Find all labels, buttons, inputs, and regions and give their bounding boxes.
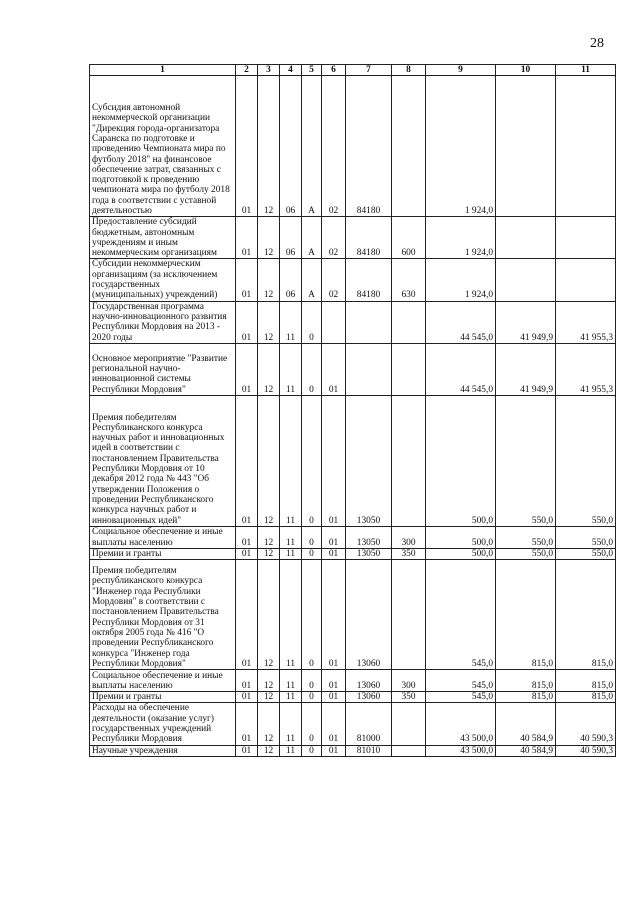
cell-c5: 0 <box>302 670 322 692</box>
cell-c7: 13050 <box>346 526 392 548</box>
cell-c5: 0 <box>302 395 322 526</box>
cell-c9: 1 924,0 <box>426 217 496 259</box>
row-name: Премия победителям республиканского конкурса "Инженер года Республики Мордовия" в соответствии с постановлением Правительства Республики Мордовия от 31 октября 2005 года № 416 "О проведении Республиканского конкурса "Инженер года Республики Мордовия" <box>90 560 236 670</box>
cell-c6: 02 <box>322 259 346 301</box>
table-row <box>90 301 616 343</box>
cell-c9: 500,0 <box>426 526 496 548</box>
cell-c6: 01 <box>322 692 346 703</box>
cell-c11: 550,0 <box>556 395 616 526</box>
table-body <box>90 76 616 757</box>
cell-c2: 01 <box>236 76 258 217</box>
cell-c3: 12 <box>258 745 280 756</box>
cell-c3: 12 <box>258 217 280 259</box>
row-name: Научные учреждения <box>90 745 236 756</box>
cell-c2: 01 <box>236 217 258 259</box>
cell-c9: 43 500,0 <box>426 703 496 745</box>
cell-c8: 300 <box>392 670 426 692</box>
cell-c4: 11 <box>280 301 302 343</box>
cell-c9: 545,0 <box>426 560 496 670</box>
cell-c5: 0 <box>302 343 322 395</box>
cell-c5: А <box>302 76 322 217</box>
table-row <box>90 76 616 217</box>
cell-c10: 815,0 <box>496 560 556 670</box>
cell-c11: 40 590,3 <box>556 745 616 756</box>
cell-c3: 12 <box>258 548 280 559</box>
cell-c8: 350 <box>392 692 426 703</box>
cell-c5: А <box>302 217 322 259</box>
header-cell: 7 <box>346 65 392 76</box>
header-cell: 5 <box>302 65 322 76</box>
table-row <box>90 703 616 745</box>
row-name: Основное мероприятие "Развитие региональной научно-инновационной системы Республики Мордовия" <box>90 343 236 395</box>
cell-c3: 12 <box>258 259 280 301</box>
cell-c2: 01 <box>236 259 258 301</box>
cell-c10: 550,0 <box>496 548 556 559</box>
row-name: Государственная программа научно-инновационного развития Республики Мордовия на 2013 - 2020 годы <box>90 301 236 343</box>
cell-c8 <box>392 343 426 395</box>
row-name: Расходы на обеспечение деятельности (оказание услуг) государственных учреждений Республики Мордовия <box>90 703 236 745</box>
cell-c9: 545,0 <box>426 692 496 703</box>
cell-c7: 81010 <box>346 745 392 756</box>
cell-c3: 12 <box>258 76 280 217</box>
cell-c4: 11 <box>280 745 302 756</box>
cell-c10: 40 584,9 <box>496 703 556 745</box>
header-cell: 4 <box>280 65 302 76</box>
cell-c10: 815,0 <box>496 692 556 703</box>
cell-c9: 1 924,0 <box>426 259 496 301</box>
header-cell: 6 <box>322 65 346 76</box>
cell-c4: 06 <box>280 76 302 217</box>
cell-c4: 06 <box>280 217 302 259</box>
cell-c10: 41 949,9 <box>496 343 556 395</box>
table-row <box>90 395 616 526</box>
cell-c5: 0 <box>302 301 322 343</box>
cell-c3: 12 <box>258 526 280 548</box>
row-name: Субсидии некоммерческим организациям (за исключением государственных (муниципальных) учреждений) <box>90 259 236 301</box>
row-name: Предоставление субсидий бюджетным, автономным учреждениям и иным некоммерческим организациям <box>90 217 236 259</box>
cell-c7: 84180 <box>346 259 392 301</box>
cell-c10: 40 584,9 <box>496 745 556 756</box>
cell-c8: 630 <box>392 259 426 301</box>
cell-c9: 545,0 <box>426 670 496 692</box>
cell-c4: 11 <box>280 692 302 703</box>
cell-c11 <box>556 259 616 301</box>
header-cell: 11 <box>556 65 616 76</box>
row-name: Социальное обеспечение и иные выплаты населению <box>90 670 236 692</box>
table-row <box>90 343 616 395</box>
cell-c9: 1 924,0 <box>426 76 496 217</box>
cell-c8: 350 <box>392 548 426 559</box>
cell-c4: 11 <box>280 548 302 559</box>
cell-c6 <box>322 301 346 343</box>
row-name: Премия победителям Республиканского конкурса научных работ и инновационных идей в соответствии с постановлением Правительства Республики Мордовия от 10 декабря 2012 года № 443 "Об утверждении Положения о проведении Республиканского конкурса научных работ и инновационных идей" <box>90 395 236 526</box>
table-row <box>90 259 616 301</box>
header-cell: 2 <box>236 65 258 76</box>
cell-c4: 11 <box>280 560 302 670</box>
cell-c3: 12 <box>258 703 280 745</box>
cell-c11: 550,0 <box>556 548 616 559</box>
cell-c2: 01 <box>236 703 258 745</box>
cell-c2: 01 <box>236 670 258 692</box>
cell-c6: 01 <box>322 703 346 745</box>
cell-c11 <box>556 217 616 259</box>
cell-c7: 84180 <box>346 217 392 259</box>
cell-c4: 11 <box>280 343 302 395</box>
cell-c9: 43 500,0 <box>426 745 496 756</box>
cell-c2: 01 <box>236 343 258 395</box>
cell-c6: 01 <box>322 526 346 548</box>
table-row <box>90 670 616 692</box>
cell-c7: 13060 <box>346 670 392 692</box>
cell-c7 <box>346 343 392 395</box>
cell-c4: 11 <box>280 526 302 548</box>
cell-c5: А <box>302 259 322 301</box>
cell-c5: 0 <box>302 526 322 548</box>
cell-c6: 01 <box>322 343 346 395</box>
cell-c10 <box>496 76 556 217</box>
table-row <box>90 692 616 703</box>
cell-c6: 02 <box>322 217 346 259</box>
cell-c6: 01 <box>322 548 346 559</box>
cell-c11: 41 955,3 <box>556 343 616 395</box>
cell-c2: 01 <box>236 692 258 703</box>
header-cell: 10 <box>496 65 556 76</box>
cell-c6: 02 <box>322 76 346 217</box>
cell-c7: 81000 <box>346 703 392 745</box>
cell-c8 <box>392 301 426 343</box>
header-cell: 1 <box>90 65 236 76</box>
cell-c6: 01 <box>322 670 346 692</box>
cell-c10 <box>496 259 556 301</box>
table-row <box>90 526 616 548</box>
header-cell: 9 <box>426 65 496 76</box>
table-row <box>90 745 616 756</box>
cell-c7 <box>346 301 392 343</box>
cell-c7: 13060 <box>346 560 392 670</box>
table-row <box>90 548 616 559</box>
cell-c8 <box>392 745 426 756</box>
cell-c8: 300 <box>392 526 426 548</box>
row-name: Премии и гранты <box>90 692 236 703</box>
cell-c11 <box>556 76 616 217</box>
cell-c10: 815,0 <box>496 670 556 692</box>
cell-c3: 12 <box>258 395 280 526</box>
cell-c10: 41 949,9 <box>496 301 556 343</box>
cell-c2: 01 <box>236 526 258 548</box>
cell-c5: 0 <box>302 703 322 745</box>
cell-c8 <box>392 560 426 670</box>
cell-c10: 550,0 <box>496 526 556 548</box>
row-name: Субсидия автономной некоммерческой организации "Дирекция города-организатора Саранска по подготовке и проведению Чемпионата мира по футболу 2018" на финансовое обеспечение затрат, связанных с подготовкой к проведению чемпионата мира по футболу 2018 года в соответствии с уставной деятельностью <box>90 76 236 217</box>
header-row <box>90 65 616 76</box>
cell-c5: 0 <box>302 745 322 756</box>
cell-c10 <box>496 217 556 259</box>
budget-table <box>89 64 616 757</box>
cell-c3: 12 <box>258 343 280 395</box>
page-number: 28 <box>590 36 604 51</box>
cell-c4: 11 <box>280 670 302 692</box>
cell-c4: 11 <box>280 703 302 745</box>
cell-c5: 0 <box>302 692 322 703</box>
cell-c6: 01 <box>322 745 346 756</box>
table-row <box>90 560 616 670</box>
cell-c11: 815,0 <box>556 692 616 703</box>
table-row <box>90 217 616 259</box>
cell-c8 <box>392 395 426 526</box>
cell-c10: 550,0 <box>496 395 556 526</box>
row-name: Социальное обеспечение и иные выплаты населению <box>90 526 236 548</box>
cell-c8: 600 <box>392 217 426 259</box>
header-cell: 8 <box>392 65 426 76</box>
cell-c7: 84180 <box>346 76 392 217</box>
cell-c2: 01 <box>236 548 258 559</box>
cell-c9: 44 545,0 <box>426 301 496 343</box>
cell-c6: 01 <box>322 560 346 670</box>
cell-c7: 13060 <box>346 692 392 703</box>
cell-c11: 550,0 <box>556 526 616 548</box>
cell-c2: 01 <box>236 301 258 343</box>
cell-c2: 01 <box>236 395 258 526</box>
cell-c6: 01 <box>322 395 346 526</box>
cell-c5: 0 <box>302 548 322 559</box>
cell-c4: 06 <box>280 259 302 301</box>
cell-c7: 13050 <box>346 395 392 526</box>
cell-c2: 01 <box>236 560 258 670</box>
cell-c11: 815,0 <box>556 560 616 670</box>
cell-c9: 44 545,0 <box>426 343 496 395</box>
header-cell: 3 <box>258 65 280 76</box>
cell-c8 <box>392 703 426 745</box>
cell-c9: 500,0 <box>426 395 496 526</box>
cell-c4: 11 <box>280 395 302 526</box>
cell-c11: 41 955,3 <box>556 301 616 343</box>
cell-c3: 12 <box>258 301 280 343</box>
cell-c5: 0 <box>302 560 322 670</box>
cell-c3: 12 <box>258 670 280 692</box>
row-name: Премии и гранты <box>90 548 236 559</box>
cell-c2: 01 <box>236 745 258 756</box>
cell-c8 <box>392 76 426 217</box>
cell-c3: 12 <box>258 692 280 703</box>
cell-c3: 12 <box>258 560 280 670</box>
cell-c11: 40 590,3 <box>556 703 616 745</box>
cell-c9: 500,0 <box>426 548 496 559</box>
cell-c11: 815,0 <box>556 670 616 692</box>
cell-c7: 13050 <box>346 548 392 559</box>
